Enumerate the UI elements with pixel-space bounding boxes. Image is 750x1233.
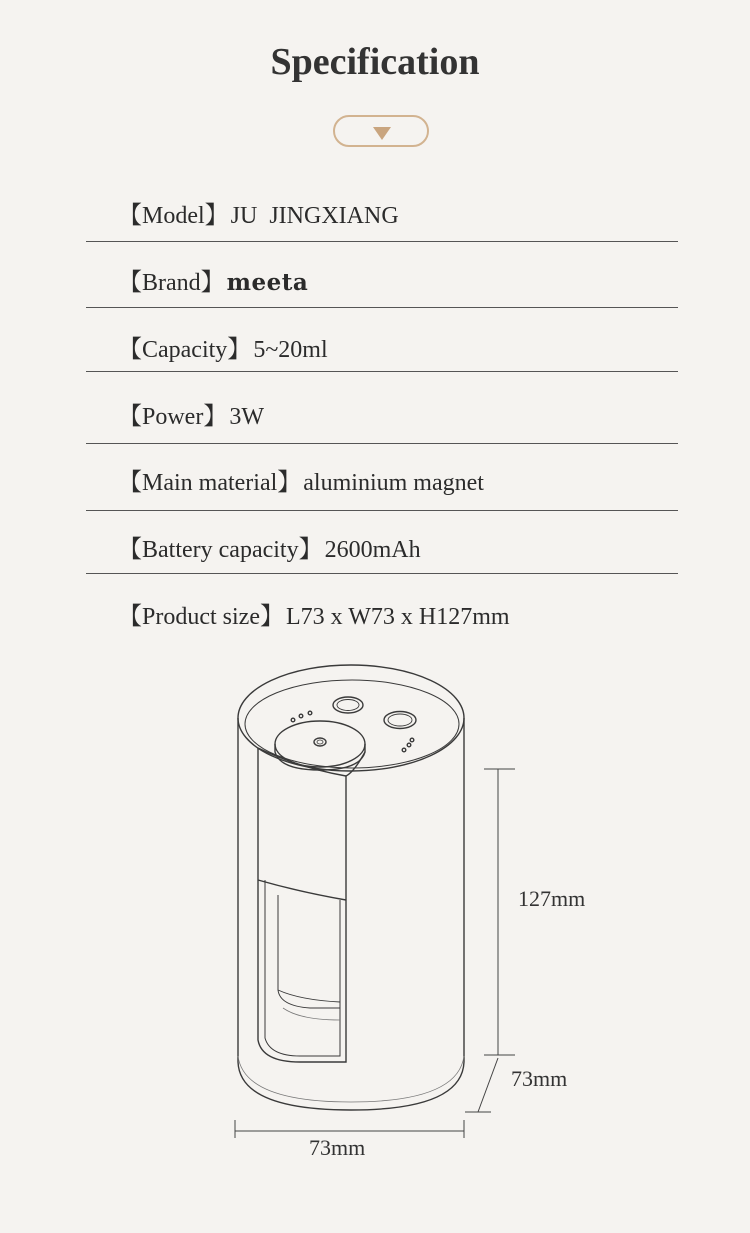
brand-logo-text: meeta — [226, 269, 309, 296]
spec-label: 【Brand】 — [118, 270, 225, 296]
dimension-depth-label: 73mm — [511, 1066, 568, 1091]
spec-value: 5~20ml — [253, 337, 328, 363]
spec-label: 【Model】 — [118, 203, 229, 229]
page-title: Specification — [270, 41, 480, 83]
spec-label: 【Product size】 — [118, 604, 284, 630]
spec-label: 【Capacity】 — [118, 337, 252, 363]
divider — [86, 371, 678, 372]
spec-row-battery-capacity — [118, 529, 421, 564]
dimension-width-label: 73mm — [309, 1135, 366, 1160]
divider — [86, 573, 678, 574]
spec-row-model — [118, 195, 399, 230]
spec-row-power — [118, 396, 264, 431]
dimension-height-label: 127mm — [518, 886, 586, 911]
spec-value: 3W — [229, 404, 264, 430]
spec-row-brand — [118, 262, 308, 297]
spec-value: aluminium magnet — [303, 470, 484, 496]
product-diagram — [0, 640, 750, 1200]
expand-toggle[interactable] — [333, 115, 429, 147]
divider — [86, 307, 678, 308]
divider — [86, 510, 678, 511]
divider — [86, 241, 678, 242]
spec-value: L73 x W73 x H127mm — [285, 604, 510, 630]
spec-label: 【Main material】 — [118, 470, 302, 496]
spec-row-product-size — [118, 596, 510, 631]
spec-value: JU JINGXIANG — [230, 203, 399, 229]
spec-value: 2600mAh — [324, 537, 421, 563]
spec-row-main-material — [118, 462, 484, 497]
divider — [86, 443, 678, 444]
spec-label: 【Power】 — [118, 404, 228, 430]
triangle-down-icon — [373, 127, 391, 140]
spec-row-capacity — [118, 329, 328, 364]
spec-label: 【Battery capacity】 — [118, 537, 323, 563]
